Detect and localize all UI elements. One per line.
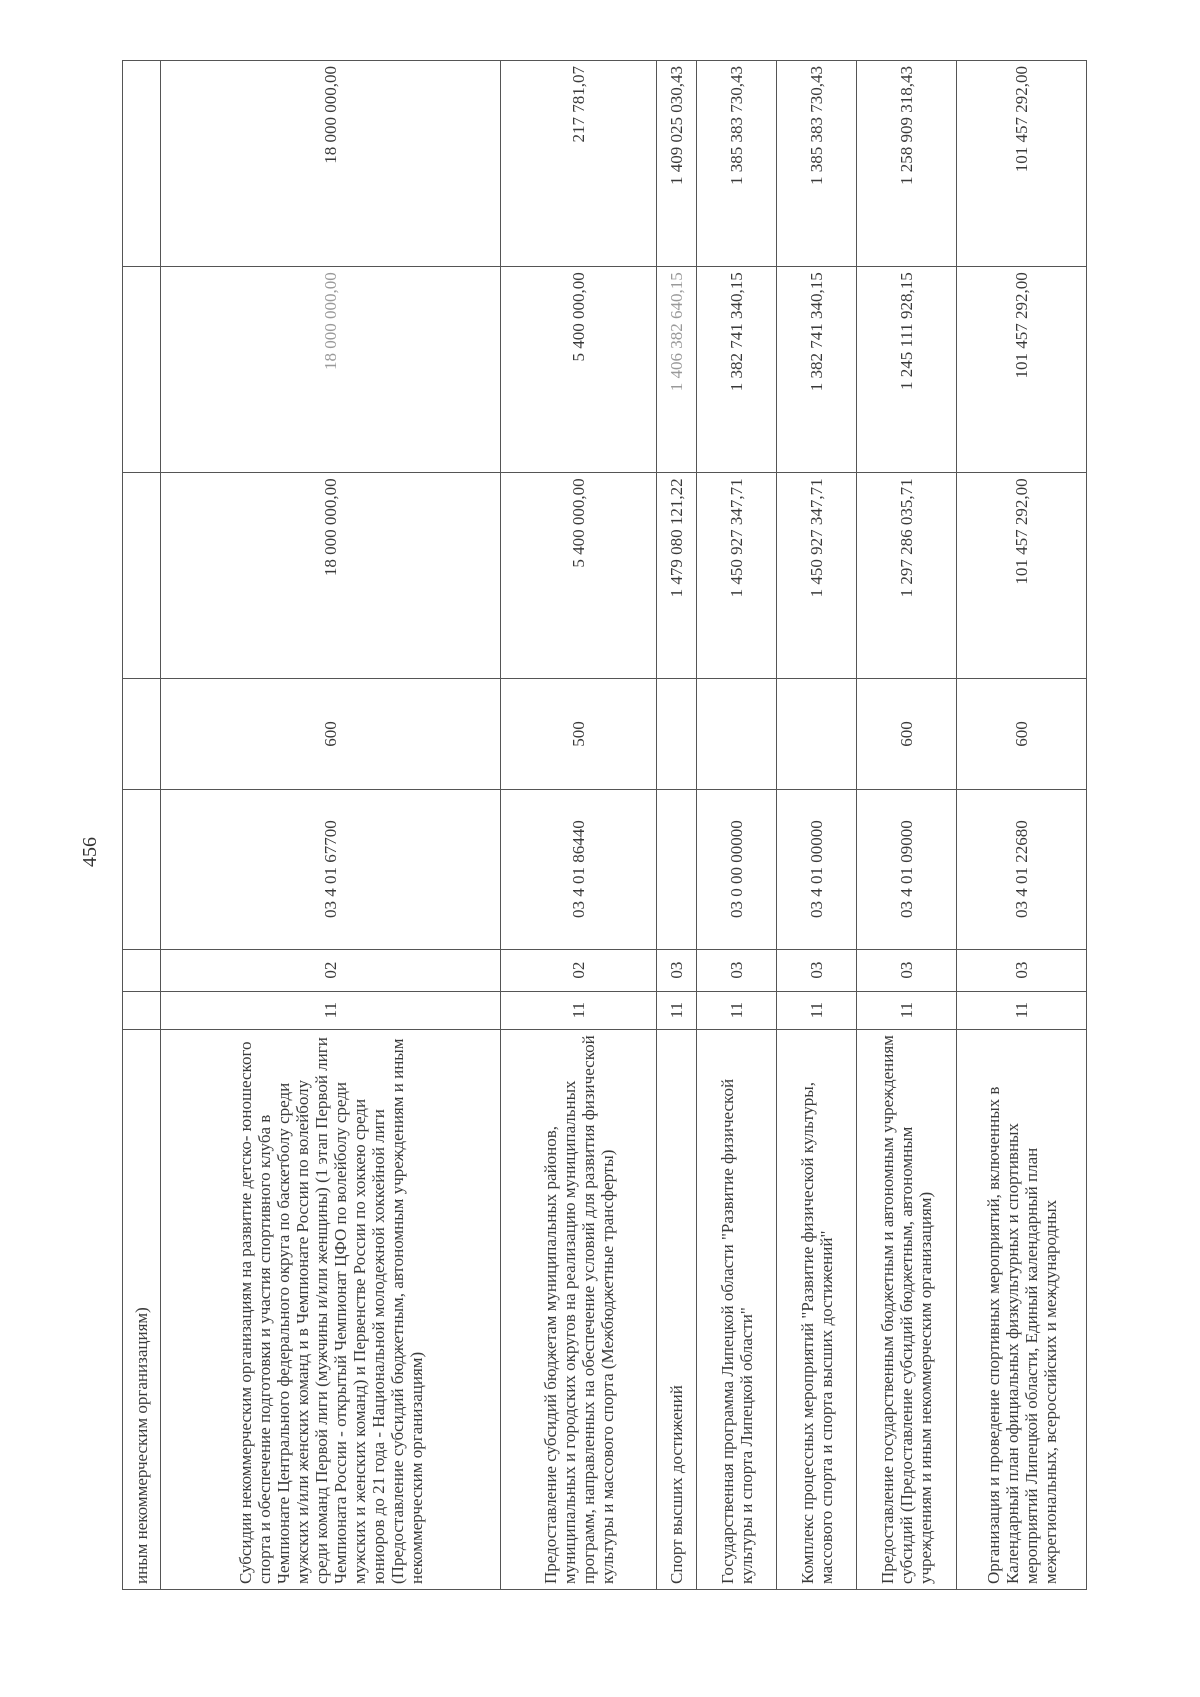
row-amount-3: 1 258 909 318,43 (857, 61, 957, 267)
row-pr: 03 (777, 949, 857, 991)
rotated-table-container (122, 60, 1182, 1590)
row-pr: 02 (501, 949, 657, 991)
row-gr: 11 (957, 991, 1087, 1029)
table-row (123, 61, 161, 1590)
row-cs: 03 0 00 00000 (697, 789, 777, 949)
row-amount-1 (123, 473, 161, 679)
row-amount-3: 1 409 025 030,43 (657, 61, 697, 267)
row-amount-3: 101 457 292,00 (957, 61, 1087, 267)
row-gr (123, 991, 161, 1029)
row-amount-1: 1 450 927 347,71 (697, 473, 777, 679)
row-name: Субсидии некоммерческим организациям на развитие детско- юношеского спорта и обеспечение подготовки и участия спортивного клуба в Чемпионате Центрального федерального округа по баскетболу среди мужских и/или женских команд и в Чемпионате России по волейболу среди команд Первой лиги (мужчины и/или женщины) (1 этап Первой лиги Чемпионата России - открытый Чемпионат ЦФО по волейболу среди мужских и женских команд) и Первенстве России по хоккею среди юниоров до 21 года - Национальной молодежной хоккейной лиги (Предоставление субсидий бюджетным, автономным учреждениям и иным некоммерческим организациям) (161, 1029, 501, 1589)
row-amount-3 (123, 61, 161, 267)
row-amount-2: 5 400 000,00 (501, 267, 657, 473)
table-row (161, 61, 501, 1590)
table-row (857, 61, 957, 1590)
row-name: Комплекс процессных мероприятий "Развитие физической культуры, массового спорта и спорта высших достижений" (777, 1029, 857, 1589)
row-amount-1: 5 400 000,00 (501, 473, 657, 679)
row-amount-2: 101 457 292,00 (957, 267, 1087, 473)
row-cs: 03 4 01 86440 (501, 789, 657, 949)
row-gr: 11 (697, 991, 777, 1029)
budget-table (122, 60, 1087, 1590)
row-vr (697, 679, 777, 789)
row-gr: 11 (501, 991, 657, 1029)
row-vr (123, 679, 161, 789)
table-row (777, 61, 857, 1590)
row-amount-3: 1 385 383 730,43 (697, 61, 777, 267)
row-name: Спорт высших достижений (657, 1029, 697, 1589)
row-pr: 03 (957, 949, 1087, 991)
row-vr (657, 679, 697, 789)
row-name: Предоставление государственным бюджетным и автономным учреждениям субсидий (Предоставление субсидий бюджетным, автономным учреждениям и иным некоммерческим организациям) (857, 1029, 957, 1589)
row-cs: 03 4 01 22680 (957, 789, 1087, 949)
row-amount-2: 1 406 382 640,15 (657, 267, 697, 473)
row-amount-2 (123, 267, 161, 473)
row-amount-2: 1 382 741 340,15 (777, 267, 857, 473)
row-name: иным некоммерческим организациям) (123, 1029, 161, 1589)
row-name: Организация и проведение спортивных мероприятий, включенных в Календарный план официальных физкультурных и спортивных мероприятий Липецкой области, Единый календарный план межрегиональных, всероссийских и международных (957, 1029, 1087, 1589)
row-amount-2: 18 000 000,00 (161, 267, 501, 473)
row-amount-2: 1 245 111 928,15 (857, 267, 957, 473)
table-row (501, 61, 657, 1590)
row-amount-1: 1 479 080 121,22 (657, 473, 697, 679)
row-amount-1: 1 450 927 347,71 (777, 473, 857, 679)
row-vr: 600 (857, 679, 957, 789)
row-vr (777, 679, 857, 789)
row-amount-1: 18 000 000,00 (161, 473, 501, 679)
row-amount-1: 1 297 286 035,71 (857, 473, 957, 679)
row-vr: 500 (501, 679, 657, 789)
row-pr: 03 (657, 949, 697, 991)
row-amount-2: 1 382 741 340,15 (697, 267, 777, 473)
row-amount-1: 101 457 292,00 (957, 473, 1087, 679)
row-pr: 03 (697, 949, 777, 991)
row-gr: 11 (161, 991, 501, 1029)
table-row (957, 61, 1087, 1590)
page-number: 456 (79, 837, 101, 867)
row-name: Государственная программа Липецкой области "Развитие физической культуры и спорта Липецкой области" (697, 1029, 777, 1589)
row-pr: 02 (161, 949, 501, 991)
row-gr: 11 (857, 991, 957, 1029)
row-name: Предоставление субсидий бюджетам муниципальных районов, муниципальных и городских округов на реализацию муниципальных программ, направленных на обеспечение условий для развития физической культуры и массового спорта (Межбюджетные трансферты) (501, 1029, 657, 1589)
row-vr: 600 (161, 679, 501, 789)
row-amount-3: 217 781,07 (501, 61, 657, 267)
row-gr: 11 (657, 991, 697, 1029)
row-cs (123, 789, 161, 949)
row-pr: 03 (857, 949, 957, 991)
table-row (657, 61, 697, 1590)
row-cs (657, 789, 697, 949)
row-vr: 600 (957, 679, 1087, 789)
row-pr (123, 949, 161, 991)
row-amount-3: 18 000 000,00 (161, 61, 501, 267)
row-gr: 11 (777, 991, 857, 1029)
table-row (697, 61, 777, 1590)
row-cs: 03 4 01 67700 (161, 789, 501, 949)
row-cs: 03 4 01 00000 (777, 789, 857, 949)
row-cs: 03 4 01 09000 (857, 789, 957, 949)
row-amount-3: 1 385 383 730,43 (777, 61, 857, 267)
